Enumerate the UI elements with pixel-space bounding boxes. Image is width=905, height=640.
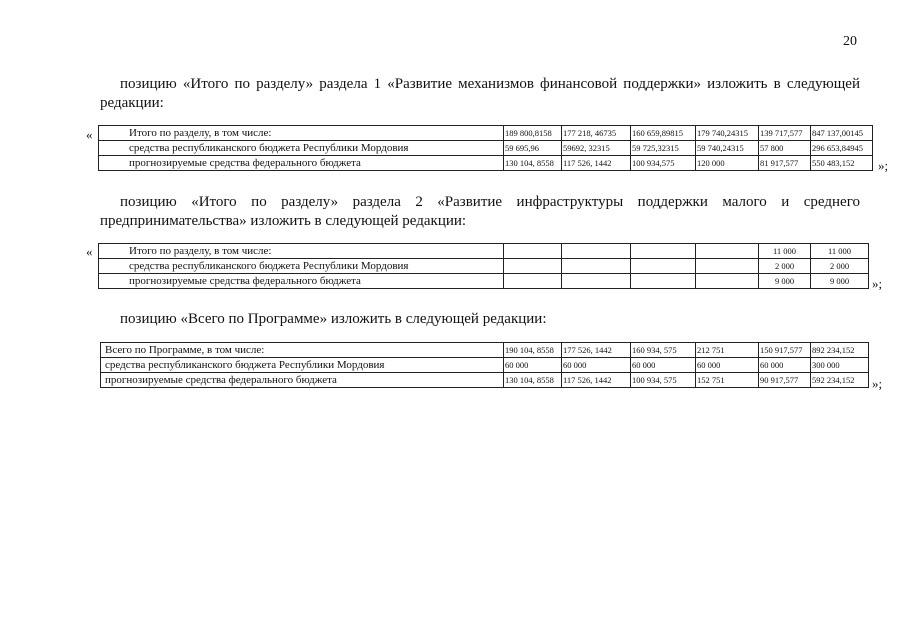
table-cell: 2 000 <box>759 259 811 274</box>
table-cell: 152 751 <box>696 373 759 388</box>
row-label: средства республиканского бюджета Республики Мордовия <box>99 259 504 274</box>
table-cell: 296 653,84945 <box>811 141 873 156</box>
table-cell: 60 000 <box>504 358 562 373</box>
section1-table <box>98 125 873 171</box>
table-cell: 139 717,577 <box>759 126 811 141</box>
table-cell: 60 000 <box>562 358 631 373</box>
section3-close-quote: »; <box>872 376 883 391</box>
row-label: прогнозируемые средства федерального бюджета <box>101 373 504 388</box>
table-cell <box>631 244 696 259</box>
table-cell: 59 725,32315 <box>631 141 696 156</box>
table-cell: 300 000 <box>811 358 869 373</box>
table-cell: 160 659,89815 <box>631 126 696 141</box>
table-cell: 2 000 <box>811 259 869 274</box>
table-cell: 60 000 <box>759 358 811 373</box>
table-cell: 177 218, 46735 <box>562 126 631 141</box>
row-label: средства республиканского бюджета Республики Мордовия <box>99 141 504 156</box>
table-cell: 9 000 <box>811 274 869 289</box>
table-cell: 117 526, 1442 <box>562 373 631 388</box>
table-row <box>99 126 873 141</box>
table-cell: 59 695,96 <box>504 141 562 156</box>
table-cell <box>504 244 562 259</box>
table-cell <box>504 259 562 274</box>
section2-table <box>98 243 869 289</box>
table-cell: 11 000 <box>811 244 869 259</box>
table-row <box>99 259 869 274</box>
table-cell <box>696 274 759 289</box>
table-row <box>101 373 869 388</box>
table-cell: 130 104, 8558 <box>504 373 562 388</box>
table-row <box>99 156 873 171</box>
section1-intro: позицию «Итого по разделу» раздела 1 «Развитие механизмов финансовой поддержки» изложить в следующей редакции: <box>100 76 860 111</box>
table-row <box>99 244 869 259</box>
table-cell: 177 526, 1442 <box>562 343 631 358</box>
table-cell <box>504 274 562 289</box>
table-row <box>99 141 873 156</box>
table-cell: 59692, 32315 <box>562 141 631 156</box>
table-cell: 592 234,152 <box>811 373 869 388</box>
table-cell: 189 800,8158 <box>504 126 562 141</box>
table-cell <box>562 274 631 289</box>
table-cell <box>631 259 696 274</box>
row-label: Всего по Программе, в том числе: <box>101 343 504 358</box>
row-label: Итого по разделу, в том числе: <box>99 244 504 259</box>
section3-intro: позицию «Всего по Программе» изложить в следующей редакции: <box>120 311 547 327</box>
section1-open-quote: « <box>86 127 93 142</box>
table-cell <box>696 244 759 259</box>
table-cell: 179 740,24315 <box>696 126 759 141</box>
table-cell: 120 000 <box>696 156 759 171</box>
table-cell: 117 526, 1442 <box>562 156 631 171</box>
row-label: Итого по разделу, в том числе: <box>99 126 504 141</box>
table-cell: 59 740,24315 <box>696 141 759 156</box>
table-cell: 212 751 <box>696 343 759 358</box>
table-cell: 892 234,152 <box>811 343 869 358</box>
table-cell <box>562 259 631 274</box>
table-row <box>99 274 869 289</box>
row-label: прогнозируемые средства федерального бюджета <box>99 274 504 289</box>
section1-close-quote: »; <box>878 158 889 173</box>
table-cell: 57 800 <box>759 141 811 156</box>
table-cell: 81 917,577 <box>759 156 811 171</box>
section2-close-quote: »; <box>872 276 883 291</box>
page-number: 20 <box>843 34 857 49</box>
row-label: средства республиканского бюджета Республики Мордовия <box>101 358 504 373</box>
table-cell <box>631 274 696 289</box>
table-row <box>101 358 869 373</box>
table-cell: 550 483,152 <box>811 156 873 171</box>
section3-table <box>100 342 869 388</box>
table-cell: 847 137,00145 <box>811 126 873 141</box>
row-label: прогнозируемые средства федерального бюджета <box>99 156 504 171</box>
table-row <box>101 343 869 358</box>
table-cell: 100 934,575 <box>631 156 696 171</box>
table-cell: 130 104, 8558 <box>504 156 562 171</box>
table-cell: 150 917,577 <box>759 343 811 358</box>
table-cell: 190 104, 8558 <box>504 343 562 358</box>
table-cell <box>696 259 759 274</box>
table-cell: 11 000 <box>759 244 811 259</box>
section2-open-quote: « <box>86 244 93 259</box>
section2-intro: позицию «Итого по разделу» раздела 2 «Развитие инфраструктуры поддержки малого и среднего предпринимательства» изложить в следующей редакции: <box>100 194 860 229</box>
table-cell: 60 000 <box>631 358 696 373</box>
table-cell: 160 934, 575 <box>631 343 696 358</box>
table-cell: 9 000 <box>759 274 811 289</box>
table-cell <box>562 244 631 259</box>
table-cell: 90 917,577 <box>759 373 811 388</box>
table-cell: 60 000 <box>696 358 759 373</box>
table-cell: 100 934, 575 <box>631 373 696 388</box>
